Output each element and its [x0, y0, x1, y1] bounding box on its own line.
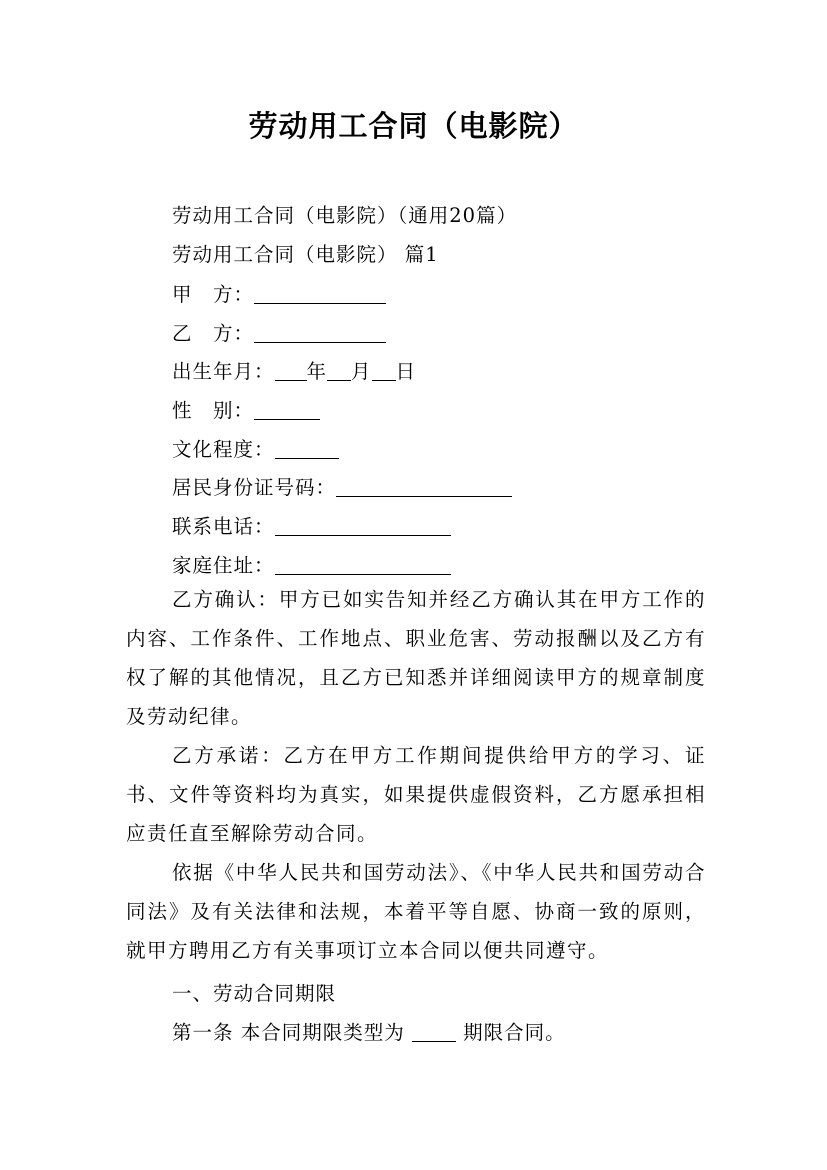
birth-day-unit: 日: [395, 360, 417, 383]
address-blank: [275, 555, 451, 575]
address-field: [172, 550, 451, 578]
birth-day-blank: [372, 361, 396, 381]
confirmation-paragraph: 乙方确认：甲方已如实告知并经乙方确认其在甲方工作的内容、工作条件、工作地点、职业危害、劳动报酬以及乙方有权了解的其他情况，且乙方已知悉并详细阅读甲方的规章制度及劳动纪律。: [126, 588, 706, 728]
gender-label: 性 别：: [172, 399, 255, 422]
document-title: 劳动用工合同（电影院）: [248, 109, 579, 143]
education-blank: [275, 439, 339, 459]
article-one-prefix: 第一条 本合同期限类型为: [172, 1021, 405, 1044]
party-b-blank: [254, 323, 386, 343]
party-a-blank: [254, 284, 386, 304]
phone-blank: [275, 516, 451, 536]
birth-year-blank: [275, 361, 307, 381]
chapter-heading: 一、劳动合同期限: [172, 982, 337, 1005]
id-label: 居民身份证号码：: [172, 476, 337, 499]
gender-field: [172, 395, 320, 423]
birth-year-unit: 年: [306, 360, 328, 383]
commitment-paragraph: 乙方承诺：乙方在甲方工作期间提供给甲方的学习、证书、文件等资料均为真实，如果提供虚假资料，乙方愿承担相应责任直至解除劳动合同。: [126, 744, 706, 845]
party-a-field: [172, 279, 386, 307]
party-b-field: [172, 318, 386, 346]
id-blank: [336, 477, 512, 497]
gender-blank: [254, 400, 320, 420]
article-one: [172, 1017, 566, 1045]
birth-label: 出生年月：: [172, 360, 275, 383]
birth-month-unit: 月: [351, 360, 372, 383]
legal-basis-paragraph: 依据《中华人民共和国劳动法》、《中华人民共和国劳动合同法》及有关法律和法规，本着平等自愿、协商一致的原则，就甲方聘用乙方有关事项订立本合同以便共同遵守。: [126, 861, 706, 962]
party-b-label: 乙 方：: [172, 322, 255, 345]
address-label: 家庭住址：: [172, 554, 275, 577]
section-heading: 劳动用工合同（电影院） 篇1: [172, 243, 439, 266]
id-field: [172, 472, 512, 500]
phone-field: [172, 511, 451, 539]
contract-type-blank: [412, 1022, 456, 1042]
party-a-label: 甲 方：: [172, 283, 255, 306]
phone-label: 联系电话：: [172, 515, 275, 538]
birth-field: [172, 356, 416, 384]
article-one-suffix: 期限合同。: [463, 1021, 566, 1044]
birth-month-blank: [327, 361, 351, 381]
education-label: 文化程度：: [172, 438, 275, 461]
education-field: [172, 434, 339, 462]
document-subtitle: 劳动用工合同（电影院）（通用20篇）: [172, 204, 518, 227]
